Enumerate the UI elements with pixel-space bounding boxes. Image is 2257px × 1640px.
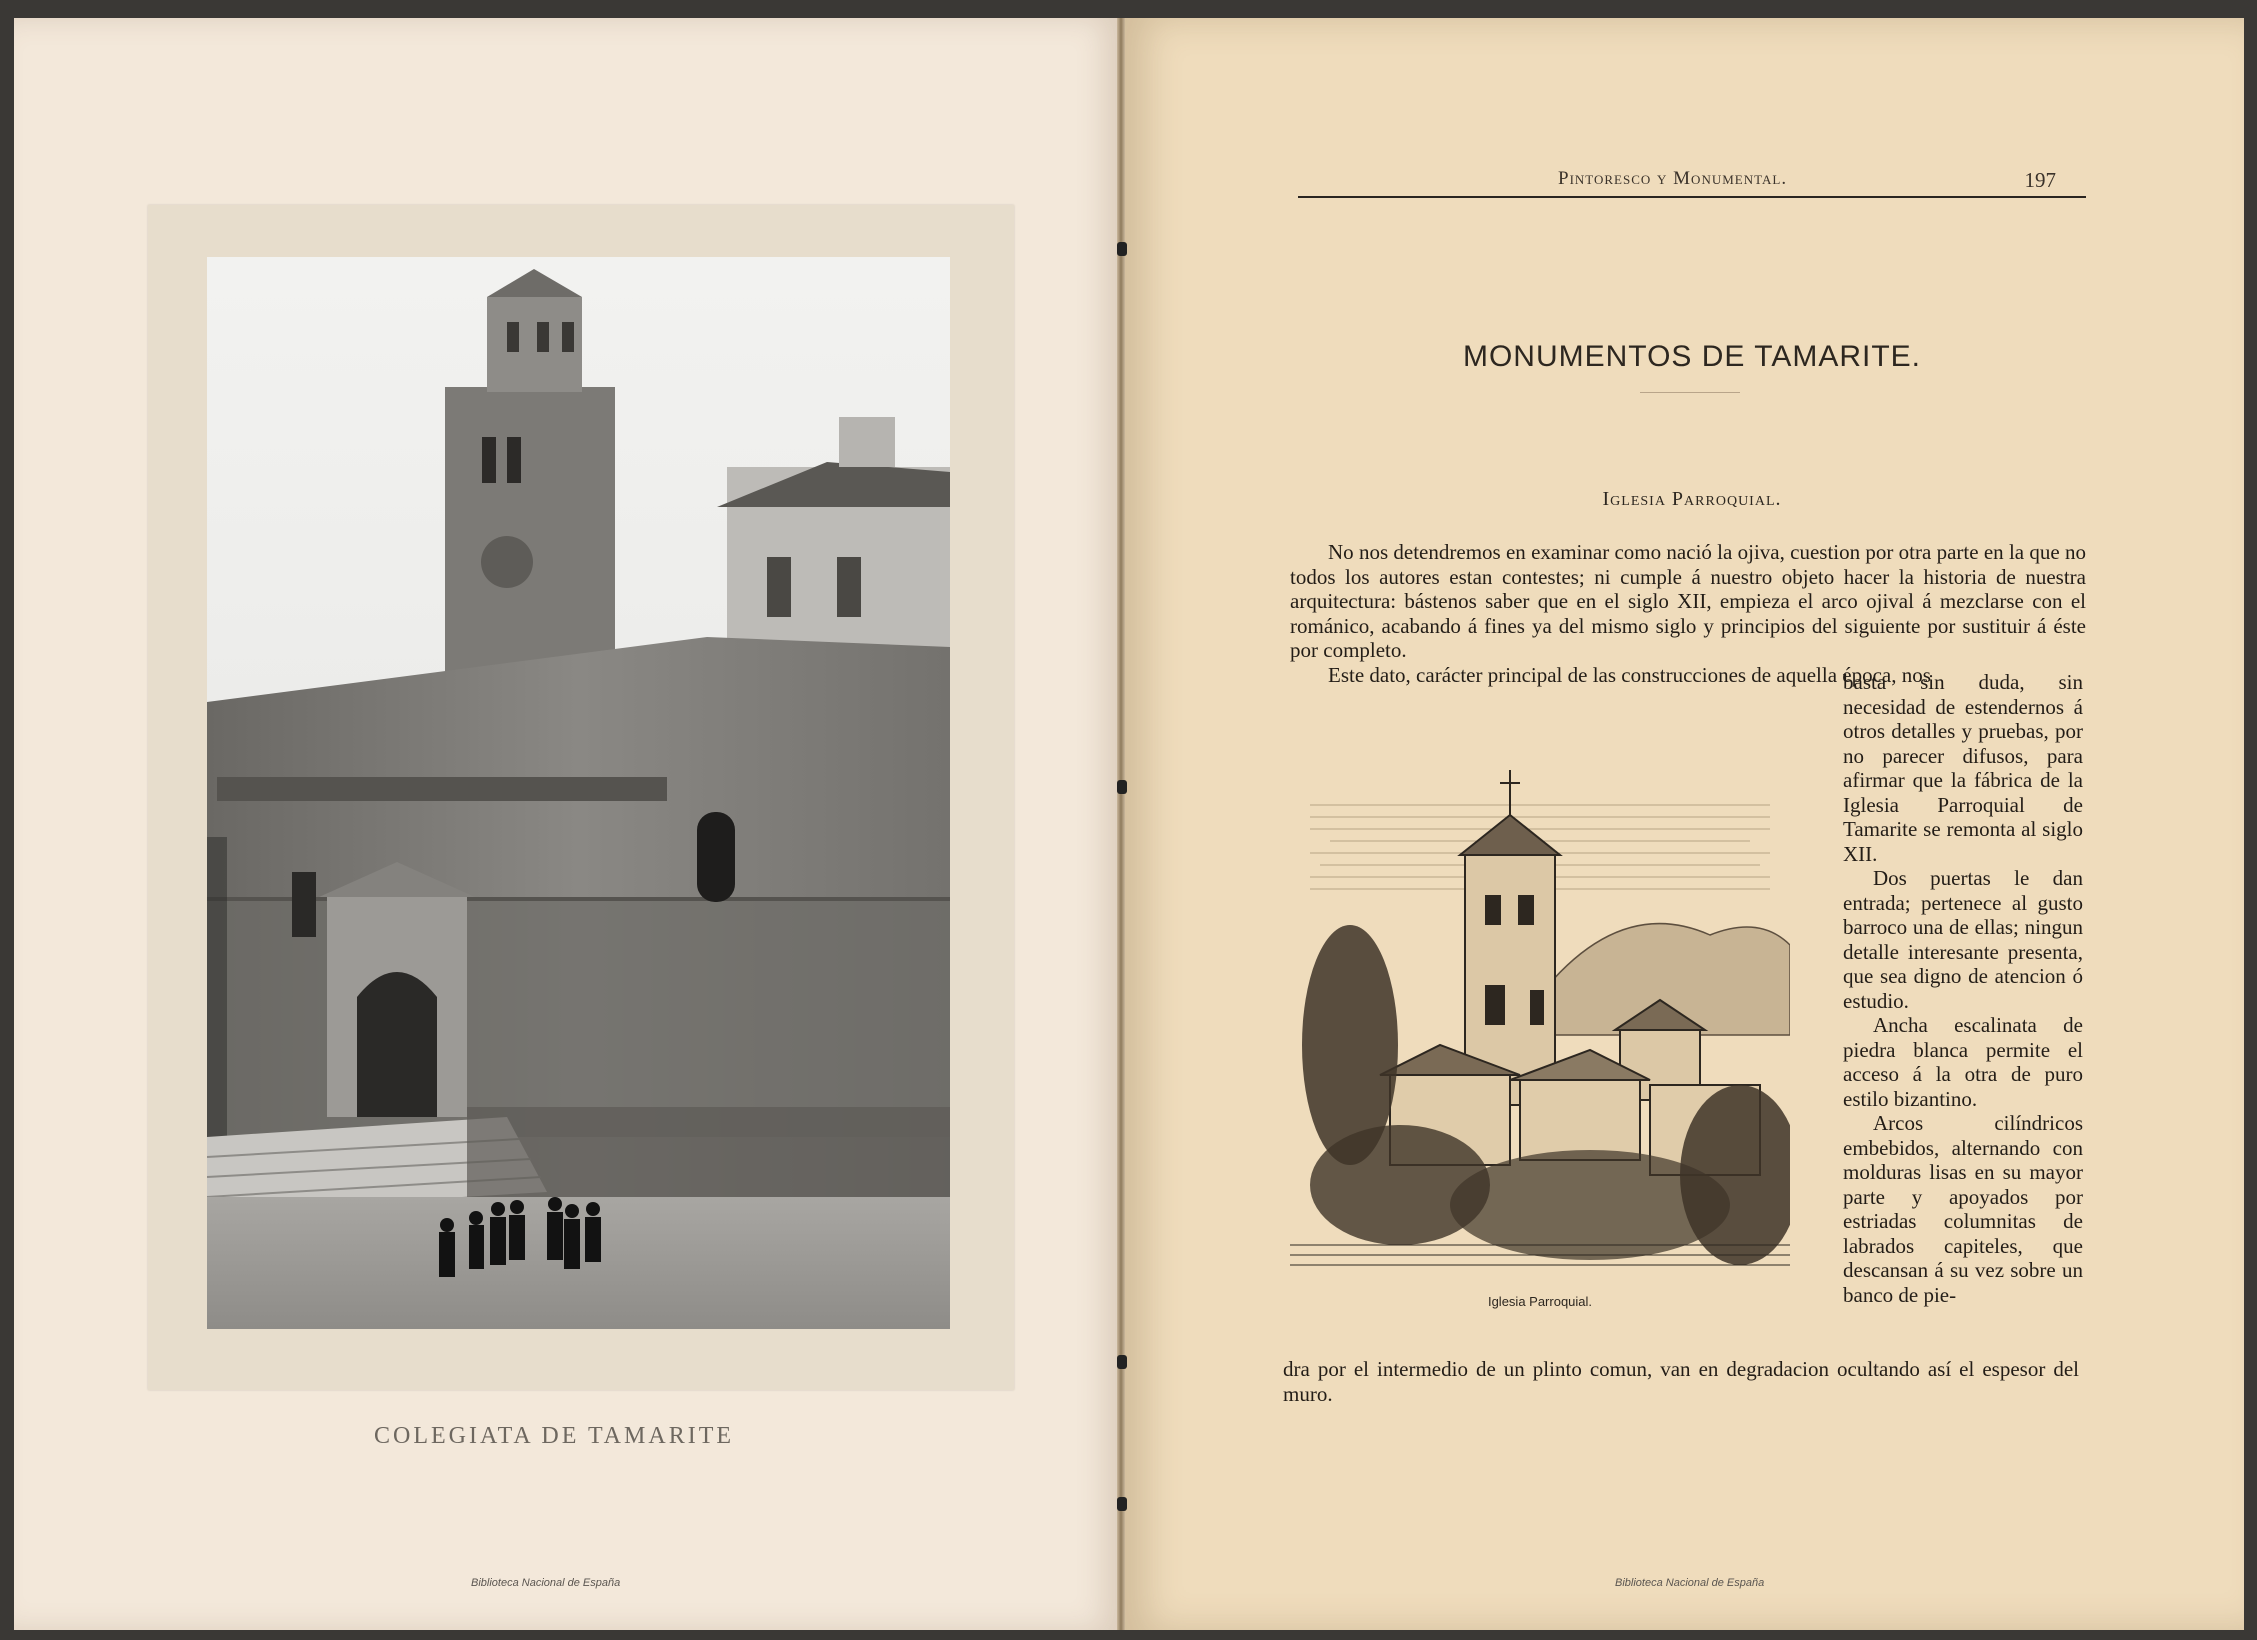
paragraph-2-column: basta sin duda, sin necesidad de estendernos á otros detalles y pruebas, por no parecer difusos, para afirmar que la fábrica de la Iglesia Parroquial de Tamarite se remonta al siglo XII. bbox=[1843, 670, 2083, 866]
book-gutter bbox=[1117, 18, 1125, 1630]
binding-stitch bbox=[1117, 1497, 1127, 1511]
library-credit-right: Biblioteca Nacional de España bbox=[1615, 1577, 1765, 1589]
library-credit-left: Biblioteca Nacional de España bbox=[471, 1577, 621, 1589]
paragraph-3: Dos puertas le dan entrada; pertenece al gusto barroco una de ellas; ningun detalle interesante presenta, que sea digno de atencion ó estudio. bbox=[1843, 866, 2083, 1013]
running-head-title: Pintoresco y Monumental. bbox=[1558, 168, 1788, 189]
section-title: Iglesia Parroquial. bbox=[1602, 488, 1782, 510]
title-rule bbox=[1640, 392, 1740, 393]
page-number: 197 bbox=[2024, 168, 2056, 192]
plate-caption: COLEGIATA DE TAMARITE bbox=[373, 1423, 735, 1449]
binding-stitch bbox=[1117, 242, 1127, 256]
church-engraving bbox=[1290, 745, 1790, 1325]
body-paragraphs-top bbox=[1290, 540, 2086, 687]
colegiata-photograph bbox=[207, 257, 950, 1329]
paragraph-4: Ancha escalinata de piedra blanca permite el acceso á la otra de puro estilo bizantino. bbox=[1843, 1013, 2083, 1111]
paragraph-2-start: Este dato, carácter principal de las construcciones de aquella época, nos bbox=[1328, 662, 1931, 687]
binding-stitch bbox=[1117, 780, 1127, 794]
article-title: MONUMENTOS DE TAMARITE. bbox=[1462, 340, 1922, 373]
running-head bbox=[1298, 168, 2086, 198]
paragraph-5: Arcos cilíndricos embebidos, alternando con molduras lisas en su mayor parte y apoyados por estriadas columnitas de labrados capiteles, que descansan á su vez sobre un banco de pie- bbox=[1843, 1111, 2083, 1307]
paragraph-5-end: dra por el intermedio de un plinto comun, van en degradacion ocultando así el espesor del muro. bbox=[1283, 1357, 2079, 1406]
binding-stitch bbox=[1117, 1355, 1127, 1369]
text-column-beside-illustration bbox=[1843, 670, 2083, 1307]
paragraph-1: No nos detendremos en examinar como nació la ojiva, cuestion por otra parte en la que no todos los autores estan contestes; ni cumple á nuestro objeto hacer la historia de nuestra arquitectura: bástenos saber que en el siglo XII, empieza el arco ojival á mezclarse con el románico, acabando á fines ya del mismo siglo y principios del siguiente por sustituir á éste por completo. bbox=[1290, 540, 2086, 662]
illustration-caption: Iglesia Parroquial. bbox=[1487, 1294, 1593, 1309]
